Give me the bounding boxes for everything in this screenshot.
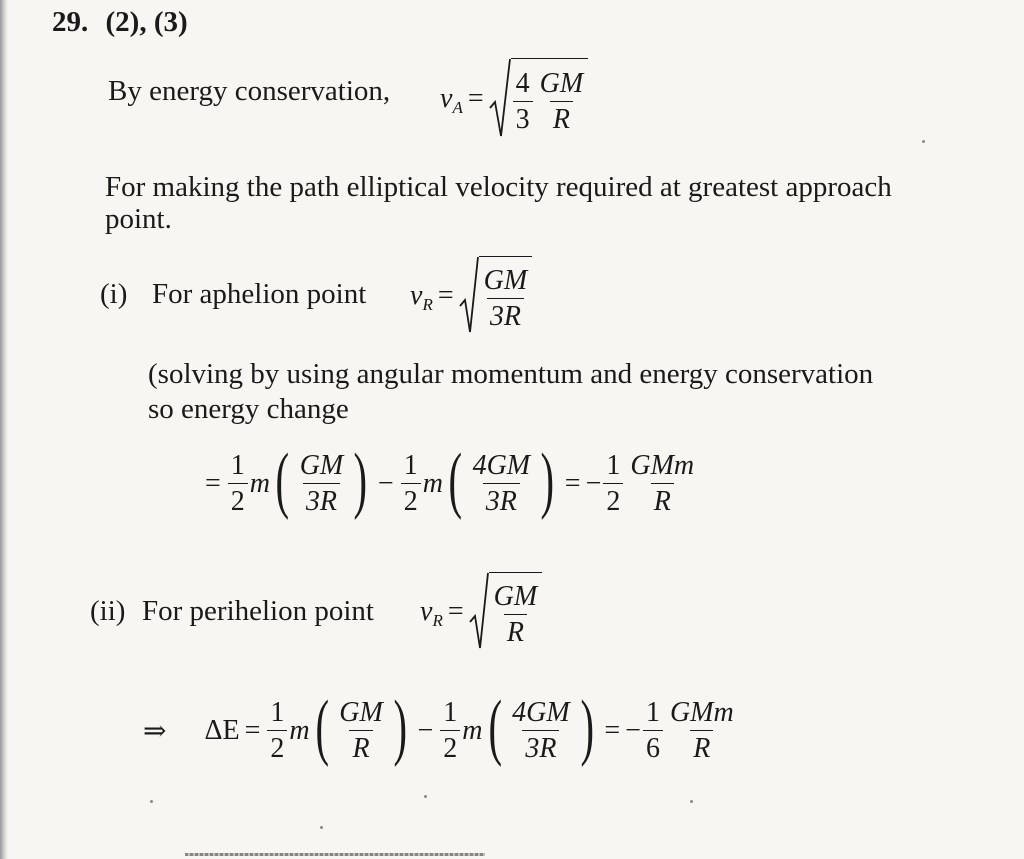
scan-speck xyxy=(150,800,153,803)
fraction-one-half: $\frac{1}{2}$ xyxy=(267,699,287,763)
scan-speck xyxy=(690,800,693,803)
sqrt-expression xyxy=(489,58,589,140)
scan-speck xyxy=(320,826,323,829)
va-symbol: v xyxy=(440,83,453,114)
aphelion-velocity-equation xyxy=(410,256,532,336)
item-i-label: (i) xyxy=(100,278,128,310)
fraction-one-sixth: $\frac{1}{6}$ xyxy=(643,699,663,763)
sqrt-expression xyxy=(469,572,543,652)
fraction-4gm-over-3r: $\frac{4GM}{3R}$ xyxy=(512,697,570,764)
fraction-one-half: $\frac{1}{2}$ xyxy=(440,699,460,763)
sqrt-expression xyxy=(459,256,533,336)
fraction-one-half: $\frac{1}{2}$ xyxy=(401,452,421,516)
note-line-2: so energy change xyxy=(148,393,349,425)
va-subscript: A xyxy=(452,98,463,117)
implies-arrow-icon: ⇒ xyxy=(143,716,167,747)
fraction-one-half: $\frac{1}{2}$ xyxy=(603,452,623,516)
vr-subscript: R xyxy=(432,611,443,630)
fraction-four-thirds: $\frac{4}{3}$ xyxy=(513,70,533,134)
vr-symbol: v xyxy=(420,596,433,627)
scan-speck xyxy=(922,140,925,143)
note-line-1: (solving by using angular momentum and energy conservation xyxy=(148,358,874,390)
fraction-gmm-over-r: $\frac{\text{GMm}}{R}$ xyxy=(669,697,734,764)
fraction-gm-over-r: $\frac{GM}{R}$ xyxy=(339,697,383,764)
fraction-gm-over-r: $\frac{GM}{R}$ xyxy=(493,580,538,648)
fraction-gm-over-3r: $\frac{GM}{3R}$ xyxy=(483,264,528,332)
scan-speck xyxy=(424,795,427,798)
fraction-one-half: $\frac{1}{2}$ xyxy=(228,452,248,516)
equals-sign: = xyxy=(467,83,484,114)
sqrt-icon xyxy=(489,58,511,140)
va-equation xyxy=(440,58,588,140)
aphelion-text: For aphelion point xyxy=(152,278,367,310)
fraction-gm-over-3r: $\frac{GM}{3R}$ xyxy=(299,450,344,517)
equals-sign: = xyxy=(447,596,464,627)
question-answer: (2), (3) xyxy=(105,6,188,38)
question-header xyxy=(52,8,188,37)
delta-e-symbol: ΔE xyxy=(204,715,240,746)
perihelion-text: For perihelion point xyxy=(142,595,374,627)
fraction-4gm-over-3r: $\frac{4GM}{3R}$ xyxy=(472,450,531,517)
bottom-rule xyxy=(185,853,485,856)
elliptical-path-line-1: For making the path elliptical velocity required at greatest approach xyxy=(105,171,892,203)
energy-change-equation-ii: ⇒ ΔE = $\frac{1}{2}$ m ( $\frac{GM}{R}$ ) − $\frac{1}{2}$ m ( $\frac{4GM}{3R}$ ) = − $\frac{1}{6}$ $\frac{\text{GMm}}{R}$ xyxy=(143,694,739,768)
sqrt-icon xyxy=(469,572,489,652)
vr-subscript: R xyxy=(422,295,433,314)
vr-symbol: v xyxy=(410,280,423,311)
energy-conservation-text: By energy conservation, xyxy=(108,75,391,107)
perihelion-velocity-equation xyxy=(420,572,542,652)
fraction-gmm-over-r: $\frac{\text{GMm}}{R}$ xyxy=(630,450,695,517)
equals-sign: = xyxy=(437,280,454,311)
question-number: 29. xyxy=(52,6,89,38)
elliptical-path-line-2: point. xyxy=(105,203,172,235)
item-ii-label: (ii) xyxy=(90,595,126,627)
energy-change-equation-i: = $\frac{1}{2}$ m ( $\frac{GM}{3R}$ ) − $\frac{1}{2}$ m ( $\frac{4GM}{3R}$ ) = − $\frac{1}{2}$ $\frac{\text{GMm}}{R}$ xyxy=(200,447,699,521)
page-edge-shadow xyxy=(0,0,8,859)
sqrt-icon xyxy=(459,256,479,336)
fraction-gm-over-r: $\frac{GM}{R}$ xyxy=(539,67,584,135)
